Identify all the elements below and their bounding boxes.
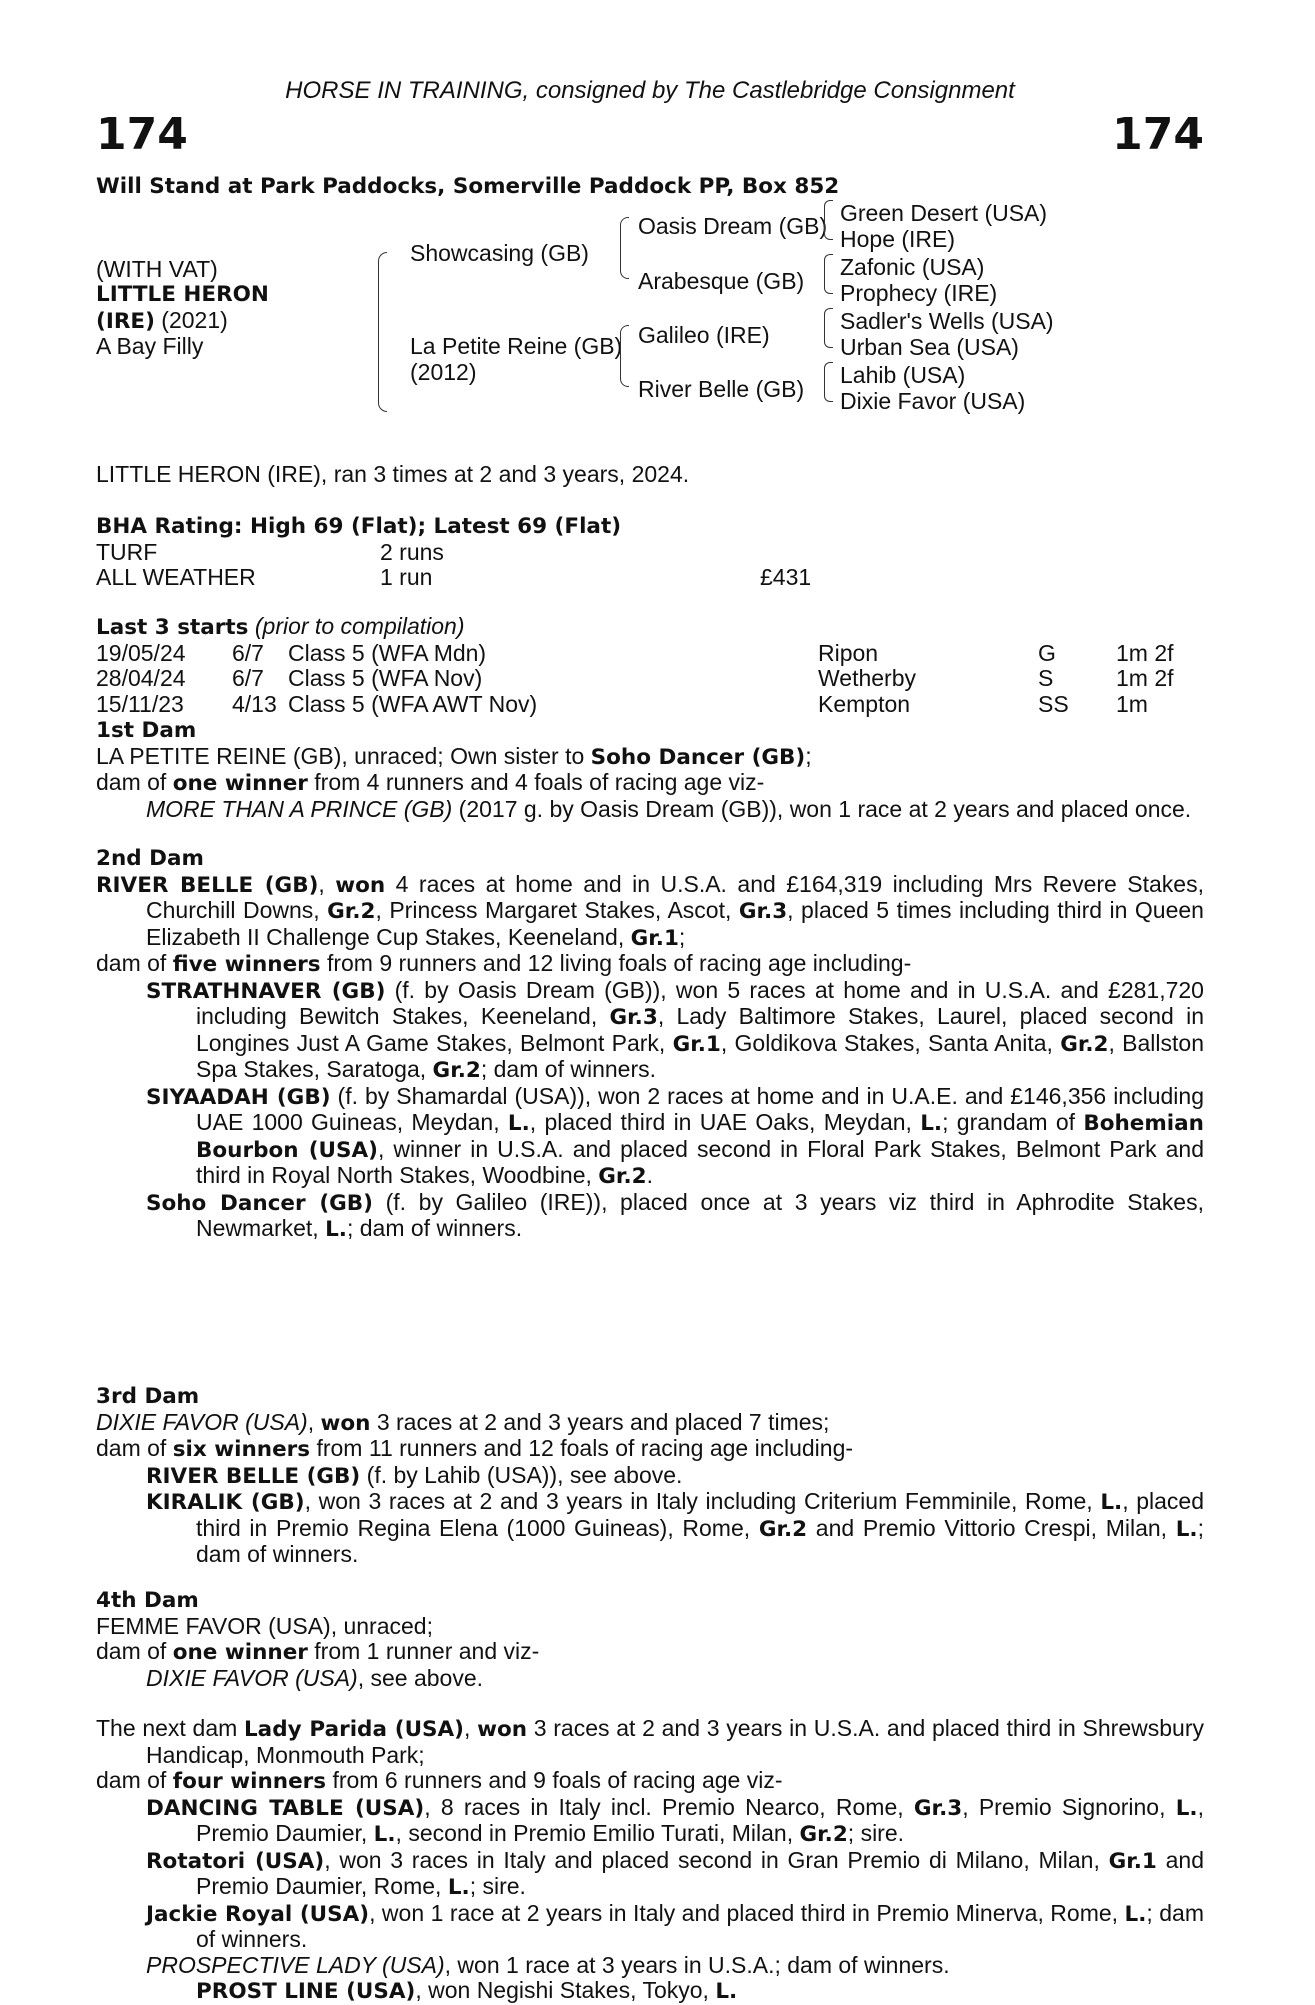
- dd-brace: [824, 362, 833, 402]
- progeny-entry: MORE THAN A PRINCE (GB) (2017 g. by Oasis Dream (GB)), won 1 race at 2 years and placed once.: [146, 795, 1192, 822]
- ped-ssd: Hope (IRE): [840, 226, 956, 252]
- ped-sdd: Prophecy (IRE): [840, 280, 998, 306]
- start-course: Kempton: [818, 690, 911, 717]
- start-row: [96, 692, 1204, 718]
- first-dam-section: 1st Dam LA PETITE REINE (GB), unraced; Own sister to Soho Dancer (GB); dam of one winner from 4 runners and 4 foals of racing age viz- MORE THAN A PRINCE (GB) (2017 g. by Oasis Dream (GB)), won 1 race at 2 years and placed once.: [96, 718, 1204, 822]
- start-race: Class 5 (WFA AWT Nov): [288, 690, 538, 717]
- ped-ddd: Dixie Favor (USA): [840, 388, 1026, 414]
- start-row: [96, 641, 1204, 667]
- rating-row: ALL WEATHER 1 run £431: [96, 564, 812, 590]
- start-pos: 6/7: [232, 639, 264, 666]
- start-going: S: [1038, 665, 1054, 691]
- start-date: 28/04/24: [96, 665, 186, 691]
- dam-sire: Galileo (IRE): [638, 322, 770, 348]
- ped-dds: Lahib (USA): [840, 362, 966, 388]
- progeny-entry: RIVER BELLE (GB) (f. by Lahib (USA)), see above.: [146, 1461, 683, 1489]
- starts-section: [96, 614, 1204, 717]
- start-dist: 1m 2f: [1116, 665, 1174, 691]
- second-dam-section: 2nd Dam RIVER BELLE (GB), won 4 races at home and in U.S.A. and £164,319 including Mrs Revere Stakes, Churchill Downs, Gr.2, Princess Margaret Stakes, Ascot, Gr.3, placed 5 times including third in Queen Elizabeth II Challenge Cup Stakes, Keeneland, Gr.1; dam of five winners from 9 runners and 12 living foals of racing age including- STRATHNAVER (GB) (f. by Oasis Dream (GB)), won 5 races at home and in U.S.A. and £281,720 including Bewitch Stakes, Keeneland, Gr.3, Lady Baltimore Stakes, Laurel, placed second in Longines Just A Game Stakes, Belmont Park, Gr.1, Goldikova Stakes, Santa Anita, Gr.2, Ballston Spa Stakes, Saratoga, Gr.2; dam of winners. SIYAADAH (GB) (f. by Shamardal (USA)), won 2 races at home and in U.A.E. and £146,356 including UAE 1000 Guineas, Meydan, L., placed third in UAE Oaks, Meydan, L.; grandam of Bohemian Bourbon (USA), winner in U.S.A. and placed second in Floral Park Stakes, Belmont Park and third in Royal North Stakes, Woodbine, Gr.2. Soho Dancer (GB) (f. by Galileo (IRE)), placed once at 3 years viz third in Aphrodite Stakes, Newmarket, L.; dam of winners.: [96, 846, 1205, 1242]
- ds-brace: [824, 308, 833, 348]
- ped-dsd: Urban Sea (USA): [840, 334, 1019, 360]
- rating-heading: BHA Rating: High 69 (Flat); Latest 69 (Flat): [96, 514, 622, 539]
- start-course: Ripon: [818, 639, 879, 666]
- start-date: 15/11/23: [96, 690, 184, 717]
- stand-location: Will Stand at Park Paddocks, Somerville Paddock PP, Box 852: [96, 174, 840, 199]
- fourth-dam-section: 4th Dam FEMME FAVOR (USA), unraced; dam of one winner from 1 runner and viz- DIXIE FAVOR (USA), see above.: [96, 1588, 1204, 1691]
- progeny-entry: DANCING TABLE (USA), 8 races in Italy incl. Premio Nearco, Rome, Gr.3, Premio Signorino, L., Premio Daumier, L., second in Premio Emilio Turati, Milan, Gr.2; sire.: [146, 1793, 1204, 1847]
- start-race: Class 5 (WFA Mdn): [288, 639, 487, 666]
- dam-name: La Petite Reine (GB): [410, 333, 623, 359]
- ped-sds: Zafonic (USA): [840, 254, 985, 280]
- first-dam-heading: 1st Dam: [96, 718, 197, 743]
- rating-row: TURF 2 runs: [96, 538, 444, 565]
- sire-sire: Oasis Dream (GB): [638, 213, 828, 239]
- next-dam-section: The next dam Lady Parida (USA), won 3 races at 2 and 3 years in U.S.A. and placed third in Shrewsbury Handicap, Monmouth Park; dam of four winners from 6 runners and 9 foals of racing age viz- DANCING TABLE (USA), 8 races in Italy incl. Premio Nearco, Rome, Gr.3, Premio Signorino, L., Premio Daumier, L., second in Premio Emilio Turati, Milan, Gr.2; sire. Rotatori (USA), won 3 races in Italy and placed second in Gran Premio di Milano, Milan, Gr.1 and Premio Daumier, Rome, L.; sire. Jackie Royal (USA), won 1 race at 2 years in Italy and placed third in Premio Minerva, Rome, L.; dam of winners. PROSPECTIVE LADY (USA), won 1 race at 3 years in U.S.A.; dam of winners. PROST LINE (USA), won Negishi Stakes, Tokyo, L.: [96, 1715, 1205, 2004]
- third-dam-section: 3rd Dam DIXIE FAVOR (USA), won 3 races at 2 and 3 years and placed 7 times; dam of six winners from 11 runners and 12 foals of racing age including- RIVER BELLE (GB) (f. by Lahib (USA)), see above. KIRALIK (GB), won 3 races at 2 and 3 years in Italy including Criterium Femminile, Rome, L., placed third in Premio Regina Elena (1000 Guineas), Rome, Gr.2 and Premio Vittorio Crespi, Milan, L.; dam of winners.: [96, 1384, 1204, 1567]
- lot-number-left: 174: [96, 109, 188, 160]
- ped-sss: Green Desert (USA): [840, 200, 1048, 226]
- progeny-entry: SIYAADAH (GB) (f. by Shamardal (USA)), won 2 races at home and in U.A.E. and £146,356 including UAE 1000 Guineas, Meydan, L., placed third in UAE Oaks, Meydan, L.; grandam of Bohemian Bourbon (USA), winner in U.S.A. and placed second in Floral Park Stakes, Belmont Park and third in Royal North Stakes, Woodbine, Gr.2.: [146, 1082, 1205, 1189]
- grand-progeny-entry: PROST LINE (USA), won Negishi Stakes, Tokyo, L.: [196, 1977, 738, 2004]
- pedigree-brace: [378, 252, 387, 412]
- rating-section: [96, 514, 1204, 591]
- lot-number-right: 174: [1112, 109, 1204, 160]
- dam-brace: [620, 325, 629, 387]
- starts-heading: Last 3 starts (prior to compilation): [96, 613, 465, 640]
- progeny-entry: PROSPECTIVE LADY (USA), won 1 race at 3 years in U.S.A.; dam of winners.: [146, 1951, 950, 1978]
- start-course: Wetherby: [818, 665, 917, 691]
- sire-brace: [620, 217, 629, 279]
- start-going: G: [1038, 639, 1056, 666]
- start-pos: 6/7: [232, 665, 264, 691]
- progeny-entry: Soho Dancer (GB) (f. by Galileo (IRE)), placed once at 3 years viz third in Aphrodite Stakes, Newmarket, L.; dam of winners.: [146, 1188, 1204, 1242]
- progeny-entry: KIRALIK (GB), won 3 races at 2 and 3 years in Italy including Criterium Femminile, Rome, L., placed third in Premio Regina Elena (1000 Guineas), Rome, Gr.2 and Premio Vittorio Crespi, Milan, L.; dam of winners.: [146, 1488, 1204, 1567]
- start-pos: 4/13: [232, 690, 277, 717]
- sire-name: Showcasing (GB): [410, 240, 589, 266]
- progeny-entry: STRATHNAVER (GB) (f. by Oasis Dream (GB)), won 5 races at home and in U.S.A. and £281,720 including Bewitch Stakes, Keeneland, Gr.3, Lady Baltimore Stakes, Laurel, placed second in Longines Just A Game Stakes, Belmont Park, Gr.1, Goldikova Stakes, Santa Anita, Gr.2, Ballston Spa Stakes, Saratoga, Gr.2; dam of winners.: [146, 976, 1204, 1083]
- fourth-dam-heading: 4th Dam: [96, 1588, 199, 1613]
- start-dist: 1m: [1116, 690, 1148, 717]
- progeny-entry: DIXIE FAVOR (USA), see above.: [146, 1664, 484, 1691]
- third-dam-heading: 3rd Dam: [96, 1384, 200, 1409]
- sire-dam: Arabesque (GB): [638, 268, 805, 294]
- ss-brace: [824, 200, 833, 240]
- progeny-entry: Rotatori (USA), won 3 races in Italy and placed second in Gran Premio di Milano, Milan, Gr.1 and Premio Daumier, Rome, L.; sire.: [146, 1846, 1205, 1900]
- start-date: 19/05/24: [96, 639, 186, 666]
- consignment-line: HORSE IN TRAINING, consigned by The Castlebridge Consignment: [285, 77, 1015, 104]
- start-race: Class 5 (WFA Nov): [288, 665, 483, 691]
- horse-name: LITTLE HERON: [96, 282, 269, 307]
- ped-dss: Sadler's Wells (USA): [840, 308, 1054, 334]
- start-dist: 1m 2f: [1116, 639, 1174, 666]
- horse-description: A Bay Filly: [96, 333, 204, 359]
- dam-year: (2012): [410, 359, 477, 385]
- sd-brace: [824, 254, 833, 294]
- start-row: [96, 666, 1204, 692]
- horse-country-year: (IRE) (2021): [96, 307, 228, 334]
- second-dam-heading: 2nd Dam: [96, 846, 204, 871]
- start-going: SS: [1038, 690, 1069, 717]
- race-summary: LITTLE HERON (IRE), ran 3 times at 2 and 3 years, 2024.: [96, 461, 690, 487]
- dam-dam: River Belle (GB): [638, 376, 805, 402]
- progeny-entry: Jackie Royal (USA), won 1 race at 2 years in Italy and placed third in Premio Minerva, Rome, L.; dam of winners.: [146, 1899, 1204, 1952]
- vat-note: (WITH VAT): [96, 256, 218, 282]
